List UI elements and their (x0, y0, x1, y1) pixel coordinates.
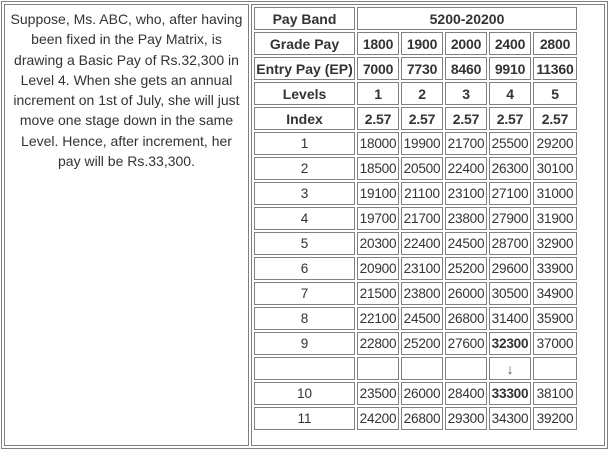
pay-cell: 30100 (533, 157, 577, 180)
pay-cell: 18500 (357, 157, 399, 180)
pay-cell: 34300 (489, 407, 531, 430)
stage-number: 9 (254, 332, 355, 355)
grade-pay-cell: 2800 (533, 32, 577, 55)
stage-number: 7 (254, 282, 355, 305)
level-cell: 3 (445, 82, 487, 105)
stage-number: 8 (254, 307, 355, 330)
pay-cell: 20300 (357, 232, 399, 255)
pay-cell: 30500 (489, 282, 531, 305)
blank-cell (357, 357, 399, 380)
pay-cell: 37000 (533, 332, 577, 355)
pay-cell: 20900 (357, 257, 399, 280)
grade-pay-cell: 2000 (445, 32, 487, 55)
pay-cell: 18000 (357, 132, 399, 155)
pay-cell: 23100 (445, 182, 487, 205)
entry-pay-cell: 8460 (445, 57, 487, 80)
pay-cell: 23100 (401, 257, 443, 280)
pay-cell: 29600 (489, 257, 531, 280)
pay-cell: 27100 (489, 182, 531, 205)
index-cell: 2.57 (357, 107, 399, 130)
pay-cell: 29300 (445, 407, 487, 430)
grade-pay-cell: 1900 (401, 32, 443, 55)
stage-number: 4 (254, 207, 355, 230)
entry-pay-cell: 7000 (357, 57, 399, 80)
table-row (254, 407, 577, 430)
pay-matrix-table (252, 5, 579, 432)
pay-cell: 25200 (401, 332, 443, 355)
table-row (254, 157, 577, 180)
index-cell: 2.57 (533, 107, 577, 130)
pay-cell: 28700 (489, 232, 531, 255)
stage-number: 6 (254, 257, 355, 280)
table-row (254, 307, 577, 330)
arrow-cell (489, 357, 531, 380)
entry-pay-cell: 9910 (489, 57, 531, 80)
pay-cell: 19700 (357, 207, 399, 230)
pay-cell: 29200 (533, 132, 577, 155)
pay-cell: 25200 (445, 257, 487, 280)
level-cell: 4 (489, 82, 531, 105)
pay-cell: 25500 (489, 132, 531, 155)
pay-cell: 23800 (401, 282, 443, 305)
pay-cell: 19900 (401, 132, 443, 155)
pay-cell: 26000 (445, 282, 487, 305)
pay-cell: 21100 (401, 182, 443, 205)
pay-cell: 27900 (489, 207, 531, 230)
table-row (254, 132, 577, 155)
pay-cell: 34900 (533, 282, 577, 305)
pay-cell: 31000 (533, 182, 577, 205)
pay-cell: 19100 (357, 182, 399, 205)
pay-matrix-example (1, 1, 608, 449)
pay-cell: 24500 (445, 232, 487, 255)
table-row (254, 382, 577, 405)
level-cell: 2 (401, 82, 443, 105)
stage-number: 5 (254, 232, 355, 255)
pay-cell: 38100 (533, 382, 577, 405)
arrow-down-icon: ↓ (506, 360, 514, 377)
pay-cell: 22400 (401, 232, 443, 255)
entry-pay-label: Entry Pay (EP) (254, 57, 355, 80)
blank-cell (533, 357, 577, 380)
pay-cell: 26800 (401, 407, 443, 430)
stage-number: 11 (254, 407, 355, 430)
pay-cell: 22800 (357, 332, 399, 355)
table-row (254, 232, 577, 255)
blank-cell (445, 357, 487, 380)
blank-cell (254, 357, 355, 380)
pay-cell: 35900 (533, 307, 577, 330)
stage-number: 3 (254, 182, 355, 205)
index-cell: 2.57 (401, 107, 443, 130)
pay-cell: 21700 (445, 132, 487, 155)
index-cell: 2.57 (489, 107, 531, 130)
grade-pay-cell: 1800 (357, 32, 399, 55)
pay-matrix-cell (251, 4, 605, 446)
pay-cell: 26000 (401, 382, 443, 405)
arrow-row (254, 357, 577, 380)
blank-cell (401, 357, 443, 380)
pay-band-label: Pay Band (254, 7, 355, 30)
pay-cell: 32900 (533, 232, 577, 255)
stage-number: 1 (254, 132, 355, 155)
current-pay-cell: 32300 (489, 332, 531, 355)
entry-pay-cell: 7730 (401, 57, 443, 80)
pay-cell: 33900 (533, 257, 577, 280)
stage-number: 10 (254, 382, 355, 405)
incremented-pay-cell: 33300 (489, 382, 531, 405)
levels-label: Levels (254, 82, 355, 105)
pay-cell: 23800 (445, 207, 487, 230)
grade-pay-cell: 2400 (489, 32, 531, 55)
pay-cell: 22100 (357, 307, 399, 330)
pay-cell: 21700 (401, 207, 443, 230)
index-label: Index (254, 107, 355, 130)
level-cell: 1 (357, 82, 399, 105)
pay-cell: 26300 (489, 157, 531, 180)
pay-cell: 31900 (533, 207, 577, 230)
pay-cell: 24200 (357, 407, 399, 430)
pay-cell: 31400 (489, 307, 531, 330)
grade-pay-label: Grade Pay (254, 32, 355, 55)
pay-band-value: 5200-20200 (357, 7, 577, 30)
level-cell: 5 (533, 82, 577, 105)
stage-number: 2 (254, 157, 355, 180)
pay-cell: 27600 (445, 332, 487, 355)
table-row (254, 257, 577, 280)
table-row (254, 332, 577, 355)
explanation-cell (4, 4, 249, 446)
explanation-text: Suppose, Ms. ABC, who, after having been fixed in the Pay Matrix, is drawing a Basic Pay of Rs.32,300 in Level 4. When she gets an annual increment on 1st of July, she will just move one stage down in the same Level. Hence, after increment, her pay will be Rs.33,300. (10, 11, 243, 170)
pay-cell: 28400 (445, 382, 487, 405)
pay-cell: 21500 (357, 282, 399, 305)
pay-cell: 22400 (445, 157, 487, 180)
pay-cell: 24500 (401, 307, 443, 330)
table-row (254, 182, 577, 205)
table-row (254, 282, 577, 305)
pay-cell: 23500 (357, 382, 399, 405)
index-cell: 2.57 (445, 107, 487, 130)
table-row (254, 207, 577, 230)
pay-cell: 20500 (401, 157, 443, 180)
entry-pay-cell: 11360 (533, 57, 577, 80)
pay-cell: 26800 (445, 307, 487, 330)
pay-cell: 39200 (533, 407, 577, 430)
